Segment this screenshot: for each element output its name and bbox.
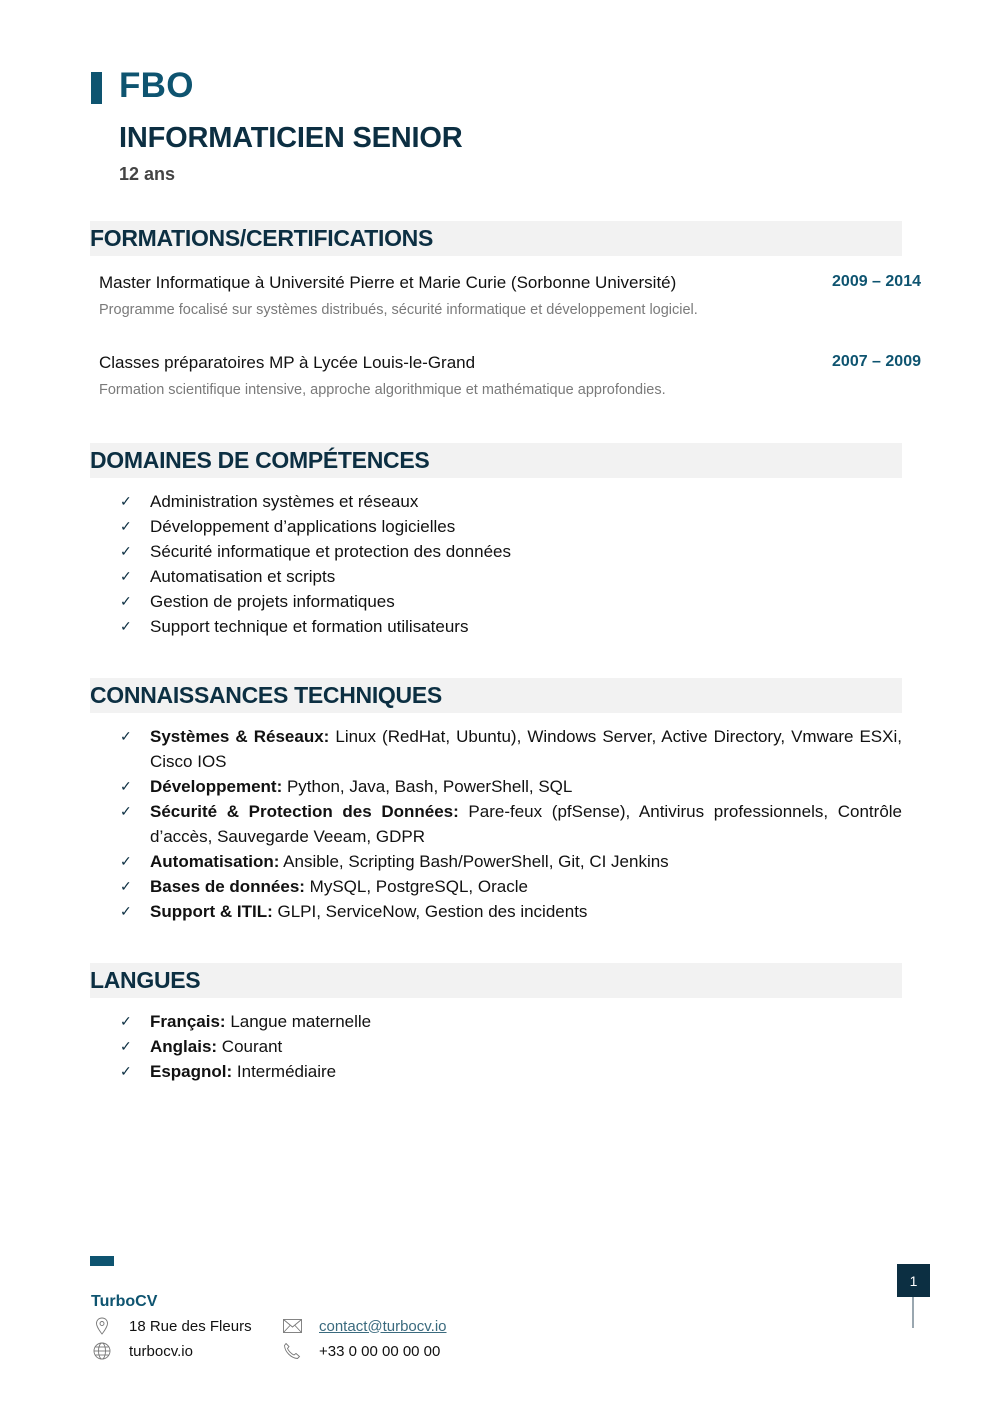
name-accent-bar xyxy=(91,72,102,104)
check-icon: ✓ xyxy=(120,803,132,819)
phone-icon xyxy=(282,1341,302,1361)
list-item: ✓ Support & ITIL: GLPI, ServiceNow, Gestion des incidents xyxy=(120,899,902,924)
job-title: INFORMATICIEN SENIOR xyxy=(119,122,463,154)
email-link[interactable]: contact@turbocv.io xyxy=(319,1317,447,1335)
check-icon: ✓ xyxy=(120,493,132,509)
check-icon: ✓ xyxy=(120,903,132,919)
technical-list xyxy=(120,724,902,924)
list-item: ✓ Espagnol: Intermédiaire xyxy=(120,1059,902,1084)
check-icon: ✓ xyxy=(120,1063,132,1079)
section-title: DOMAINES DE COMPÉTENCES xyxy=(90,447,430,473)
check-icon: ✓ xyxy=(120,1013,132,1029)
section-header-technical xyxy=(90,678,902,713)
check-icon: ✓ xyxy=(120,618,132,634)
check-icon: ✓ xyxy=(120,853,132,869)
check-icon: ✓ xyxy=(120,878,132,894)
page-number: 1 xyxy=(897,1264,930,1297)
education-description: Programme focalisé sur systèmes distribués, sécurité informatique et développement logiciel. xyxy=(99,302,698,318)
section-title: CONNAISSANCES TECHNIQUES xyxy=(90,682,442,708)
section-header-languages xyxy=(90,963,902,998)
check-icon: ✓ xyxy=(120,728,132,744)
skills-list xyxy=(120,489,902,639)
page-number-line xyxy=(912,1297,914,1328)
check-icon: ✓ xyxy=(120,1038,132,1054)
envelope-icon xyxy=(282,1316,302,1336)
education-dates: 2009 – 2014 xyxy=(832,273,921,290)
education-item xyxy=(99,273,921,343)
list-item: ✓ Automatisation et scripts xyxy=(120,564,902,589)
experience-years: 12 ans xyxy=(119,164,176,184)
list-item: ✓ Sécurité & Protection des Données: Pare-feux (pfSense), Antivirus professionnels, Contrôle d’accès, Sauvegarde Veeam, GDPR xyxy=(120,799,902,849)
list-item: ✓ Administration systèmes et réseaux xyxy=(120,489,902,514)
list-item: ✓ Bases de données: MySQL, PostgreSQL, Oracle xyxy=(120,874,902,899)
list-item: ✓ Développement: Python, Java, Bash, PowerShell, SQL xyxy=(120,774,902,799)
check-icon: ✓ xyxy=(120,543,132,559)
check-icon: ✓ xyxy=(120,778,132,794)
contact-address: 18 Rue des Fleurs xyxy=(92,1316,252,1336)
section-header-skills xyxy=(90,443,902,478)
website-link[interactable]: turbocv.io xyxy=(129,1342,193,1360)
check-icon: ✓ xyxy=(120,568,132,584)
education-title: Master Informatique à Université Pierre et Marie Curie (Sorbonne Université) xyxy=(99,273,677,292)
education-item xyxy=(99,353,921,403)
list-item: ✓ Support technique et formation utilisateurs xyxy=(120,614,902,639)
check-icon: ✓ xyxy=(120,593,132,609)
footer-brand: TurboCV xyxy=(91,1293,158,1310)
education-dates: 2007 – 2009 xyxy=(832,353,921,370)
section-title: LANGUES xyxy=(90,967,201,993)
location-pin-icon xyxy=(92,1316,112,1336)
section-header-education xyxy=(90,221,902,256)
globe-icon xyxy=(92,1341,112,1361)
list-item: ✓ Automatisation: Ansible, Scripting Bash/PowerShell, Git, CI Jenkins xyxy=(120,849,902,874)
contact-website xyxy=(92,1341,193,1361)
list-item: ✓ Sécurité informatique et protection des données xyxy=(120,539,902,564)
contact-phone: +33 0 00 00 00 00 xyxy=(282,1341,440,1361)
contact-email xyxy=(282,1316,447,1336)
list-item: ✓ Développement d’applications logicielles xyxy=(120,514,902,539)
list-item: ✓ Français: Langue maternelle xyxy=(120,1009,902,1034)
candidate-name: FBO xyxy=(119,66,194,105)
check-icon: ✓ xyxy=(120,518,132,534)
footer-accent-bar xyxy=(90,1256,114,1266)
languages-list xyxy=(120,1009,902,1084)
list-item: ✓ Anglais: Courant xyxy=(120,1034,902,1059)
section-title: FORMATIONS/CERTIFICATIONS xyxy=(90,225,434,251)
list-item: ✓ Gestion de projets informatiques xyxy=(120,589,902,614)
education-title: Classes préparatoires MP à Lycée Louis-le-Grand xyxy=(99,353,476,372)
education-description: Formation scientifique intensive, approche algorithmique et mathématique approfondies. xyxy=(99,382,666,398)
list-item: ✓ Systèmes & Réseaux: Linux (RedHat, Ubuntu), Windows Server, Active Directory, Vmware ESXi, Cisco IOS xyxy=(120,724,902,774)
